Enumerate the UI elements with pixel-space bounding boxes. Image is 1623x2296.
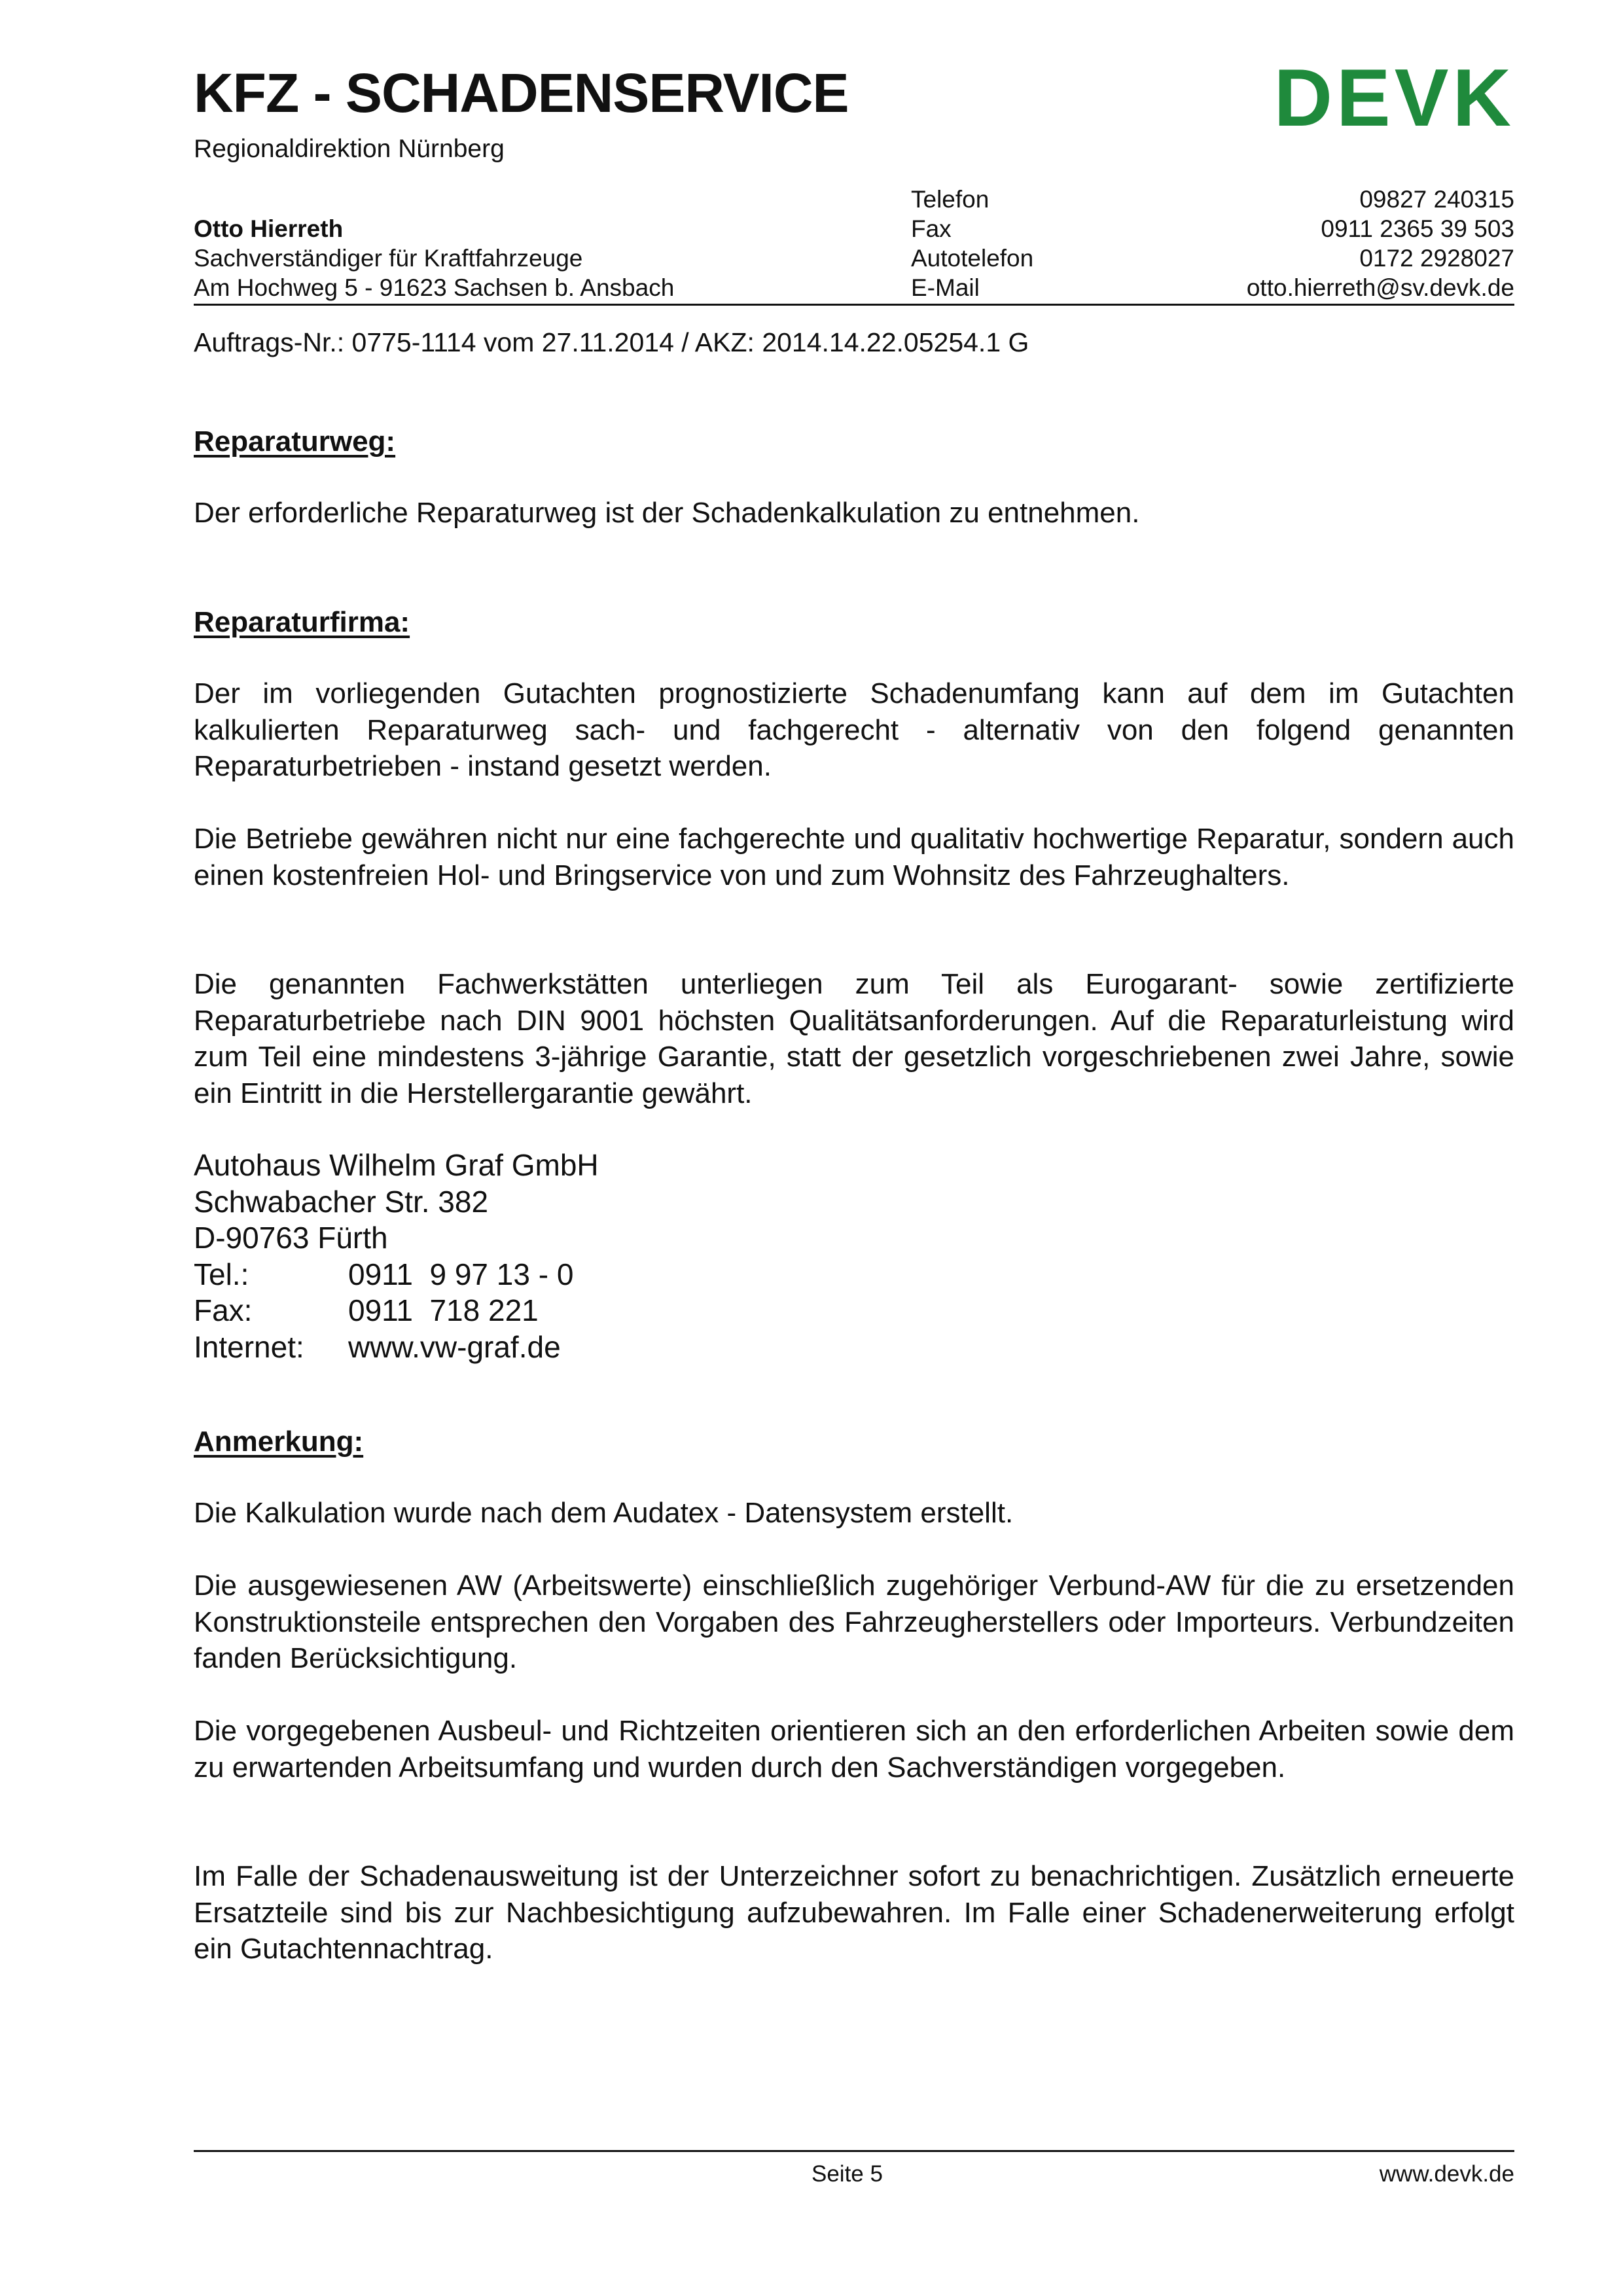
contact-value-fax: 0911 2365 39 503 xyxy=(1321,215,1514,242)
workshop-city: D-90763 Fürth xyxy=(194,1221,388,1255)
contact-label-fax: Fax xyxy=(911,215,952,242)
reparaturfirma-paragraph-2: Die Betriebe gewähren nicht nur eine fachgerechte und qualitativ hochwertige Reparatur, sondern auch einen kostenfreien Hol- und Bringservice von und zum Wohnsitz des Fahrzeughalters. xyxy=(194,823,1514,891)
workshop-street: Schwabacher Str. 382 xyxy=(194,1184,489,1219)
reparaturfirma-paragraph-3: Die genannten Fachwerkstätten unterliegen zum Teil als Eurogarant- sowie zertifizierte Reparaturbetriebe nach DIN 9001 höchsten Qualitätsanforderungen. Auf die Reparaturleistung wird zum Teil eine mindestens 3-jährige Garantie, statt der gesetzlich vorgeschriebenen zwei Jahre, sowie ein Eintritt in die Herstellergarantie gewährt. xyxy=(194,968,1514,1109)
workshop-fax-row xyxy=(194,1293,599,1329)
workshop-phone-label: Tel.: xyxy=(194,1257,249,1291)
contact-label-mobile: Autotelefon xyxy=(911,245,1034,272)
workshop-fax: 0911 718 221 xyxy=(348,1293,539,1327)
workshop-name: Autohaus Wilhelm Graf GmbH xyxy=(194,1148,599,1182)
workshop-phone-row xyxy=(194,1257,599,1293)
workshop-web-label: Internet: xyxy=(194,1329,304,1364)
contact-block xyxy=(194,185,1514,306)
page-number: Seite 5 xyxy=(812,2161,883,2187)
workshop-address xyxy=(194,1147,599,1365)
reparaturfirma-paragraph-1: Der im vorliegenden Gutachten prognostizierte Schadenumfang kann auf dem im Gutachten kalkulierten Reparaturweg sach- und fachgerecht - alternativ von den folgend genannten Reparaturbetrieben - instand gesetzt werden. xyxy=(194,677,1514,782)
workshop-phone: 0911 9 97 13 - 0 xyxy=(348,1257,574,1291)
contact-label-email: E-Mail xyxy=(911,274,980,301)
contact-value-mobile: 0172 2928027 xyxy=(1359,245,1514,272)
anmerkung-paragraph-3: Die vorgegebenen Ausbeul- und Richtzeiten orientieren sich an den erforderlichen Arbeiten sowie dem zu erwartenden Arbeitsumfang und wurden durch den Sachverständigen vorgegeben. xyxy=(194,1715,1514,1784)
contact-value-phone: 09827 240315 xyxy=(1359,186,1514,213)
heading-anmerkung: Anmerkung: xyxy=(194,1426,364,1458)
anmerkung-paragraph-1: Die Kalkulation wurde nach dem Audatex - Datensystem erstellt. xyxy=(194,1497,1014,1529)
document-title: KFZ - SCHADENSERVICE xyxy=(194,62,849,124)
expert-address: Am Hochweg 5 - 91623 Sachsen b. Ansbach xyxy=(194,274,675,301)
document-subtitle: Regionaldirektion Nürnberg xyxy=(194,135,505,163)
devk-logo: DEVK xyxy=(1274,53,1515,143)
contact-row-mobile xyxy=(194,243,1514,273)
footer-divider xyxy=(194,2150,1514,2152)
workshop-web-row xyxy=(194,1329,599,1366)
anmerkung-paragraph-4: Im Falle der Schadenausweitung ist der Unterzeichner sofort zu benachrichtigen. Zusätzlich erneuerte Ersatzteile sind bis zur Nachbesichtigung aufzubewahren. Im Falle einer Schadenerweiterung erfolgt ein Gutachtennachtrag. xyxy=(194,1860,1514,1965)
order-reference: Auftrags-Nr.: 0775-1114 vom 27.11.2014 / AKZ: 2014.14.22.05254.1 G xyxy=(194,327,1029,357)
contact-row-email xyxy=(194,273,1514,302)
contact-row-phone xyxy=(194,185,1514,214)
contact-label-phone: Telefon xyxy=(911,186,990,213)
heading-reparaturweg: Reparaturweg: xyxy=(194,425,396,457)
heading-reparaturfirma: Reparaturfirma: xyxy=(194,606,410,638)
expert-name: Otto Hierreth xyxy=(194,215,344,242)
reparaturweg-text: Der erforderliche Reparaturweg ist der Schadenkalkulation zu entnehmen. xyxy=(194,497,1140,529)
workshop-website: www.vw-graf.de xyxy=(348,1329,561,1364)
contact-value-email: otto.hierreth@sv.devk.de xyxy=(1246,274,1514,301)
expert-role: Sachverständiger für Kraftfahrzeuge xyxy=(194,245,583,272)
contact-row-fax xyxy=(194,214,1514,243)
footer-website: www.devk.de xyxy=(1379,2161,1514,2187)
workshop-fax-label: Fax: xyxy=(194,1293,253,1327)
anmerkung-paragraph-2: Die ausgewiesenen AW (Arbeitswerte) einschließlich zugehöriger Verbund-AW für die zu ersetzenden Konstruktionsteile entsprechen den Vorgaben des Fahrzeugherstellers oder Importeurs. Verbundzeiten fanden Berücksichtigung. xyxy=(194,1570,1514,1674)
